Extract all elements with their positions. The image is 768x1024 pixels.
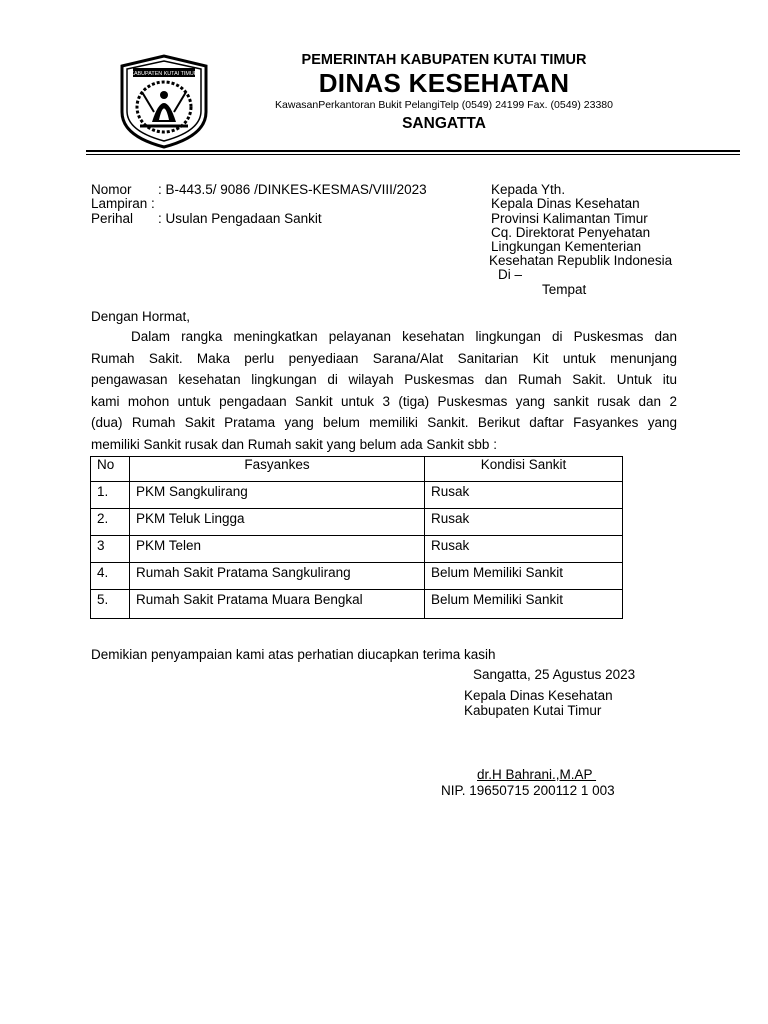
place-date: Sangatta, 25 Agustus 2023 xyxy=(473,667,636,682)
table-header-row xyxy=(91,457,623,482)
paragraph-line: memiliki Sankit rusak dan Rumah sakit yang belum ada Sankit sbb : xyxy=(91,436,497,452)
nomor-value: : B-443.5/ 9086 /DINKES-KESMAS/VIII/2023 xyxy=(158,182,427,197)
government-name: PEMERINTAH KABUPATEN KUTAI TIMUR xyxy=(301,52,587,68)
recipient-line: Di – xyxy=(498,267,523,282)
row-number: 2. xyxy=(91,509,130,536)
recipient-line: Kesehatan Republik Indonesia xyxy=(489,253,673,268)
signer-name: dr.H Bahrani.,M.AP xyxy=(477,767,597,782)
row-fasyankes: PKM Sangkulirang xyxy=(130,482,425,509)
recipient-line: Cq. Direktorat Penyehatan xyxy=(491,225,651,240)
closing-sentence: Demikian penyampaian kami atas perhatian diucapkan terima kasih xyxy=(91,647,496,662)
signer-nip: NIP. 19650715 200112 1 003 xyxy=(441,783,615,798)
perihal-label: Perihal xyxy=(91,211,134,226)
lampiran-label: Lampiran : xyxy=(91,196,155,211)
nomor-label: Nomor xyxy=(91,182,132,197)
row-number: 4. xyxy=(91,563,130,590)
body-paragraph xyxy=(91,326,677,455)
row-condition: Rusak xyxy=(425,536,623,563)
column-header: Kondisi Sankit xyxy=(425,457,623,482)
signer-region: Kabupaten Kutai Timur xyxy=(464,703,602,718)
row-condition: Rusak xyxy=(425,509,623,536)
paragraph-line: Rumah Sakit. Maka perlu penyediaan Sarana/Alat Sanitarian Kit untuk menunjang xyxy=(91,350,677,366)
signer-title: Kepala Dinas Kesehatan xyxy=(464,688,613,703)
row-number: 3 xyxy=(91,536,130,563)
paragraph-line: kami mohon untuk pengadaan Sankit untuk 3 (tiga) Puskesmas yang sankit rusak dan 2 xyxy=(91,393,677,409)
office-city: SANGATTA xyxy=(402,115,486,132)
paragraph-line: (dua) Rumah Sakit Pratama yang belum memiliki Sankit. Berikut daftar Fasyankes yang xyxy=(91,415,677,430)
table-row xyxy=(91,563,623,590)
recipient-line: Lingkungan Kementerian xyxy=(491,239,642,254)
recipient-line: Kepala Dinas Kesehatan xyxy=(491,196,640,211)
table-row xyxy=(91,509,623,536)
table-row xyxy=(91,482,623,509)
office-name: DINAS KESEHATAN xyxy=(318,68,570,98)
row-fasyankes: PKM Teluk Lingga xyxy=(130,509,425,536)
recipient-line: Tempat xyxy=(542,282,587,297)
svg-text:KABUPATEN KUTAI TIMUR: KABUPATEN KUTAI TIMUR xyxy=(130,71,198,77)
greeting: Dengan Hormat, xyxy=(91,309,191,324)
row-condition: Belum Memiliki Sankit xyxy=(425,563,623,590)
paragraph-line: Dalam rangka meningkatkan pelayanan kesehatan lingkungan di Puskesmas dan xyxy=(131,329,677,344)
perihal-value: : Usulan Pengadaan Sankit xyxy=(158,211,322,226)
row-number: 1. xyxy=(91,482,130,509)
office-address: KawasanPerkantoran Bukit PelangiTelp (0549) 24199 Fax. (0549) 23380 xyxy=(275,99,613,111)
table-row xyxy=(91,590,623,619)
row-fasyankes: Rumah Sakit Pratama Muara Bengkal xyxy=(130,590,425,619)
fasyankes-table xyxy=(90,456,623,619)
recipient-line: Provinsi Kalimantan Timur xyxy=(491,211,648,226)
letterhead-divider xyxy=(86,150,740,152)
recipient-line: Kepada Yth. xyxy=(491,182,566,197)
row-fasyankes: PKM Telen xyxy=(130,536,425,563)
row-condition: Belum Memiliki Sankit xyxy=(425,590,623,619)
table-row xyxy=(91,536,623,563)
paragraph-line: pengawasan kesehatan lingkungan di wilayah Puskesmas dan Rumah Sakit. Untuk itu xyxy=(91,372,677,387)
column-header: Fasyankes xyxy=(130,457,425,482)
column-header: No xyxy=(91,457,130,482)
letterhead-divider-thin xyxy=(86,154,740,155)
row-fasyankes: Rumah Sakit Pratama Sangkulirang xyxy=(130,563,425,590)
row-number: 5. xyxy=(91,590,130,619)
row-condition: Rusak xyxy=(425,482,623,509)
